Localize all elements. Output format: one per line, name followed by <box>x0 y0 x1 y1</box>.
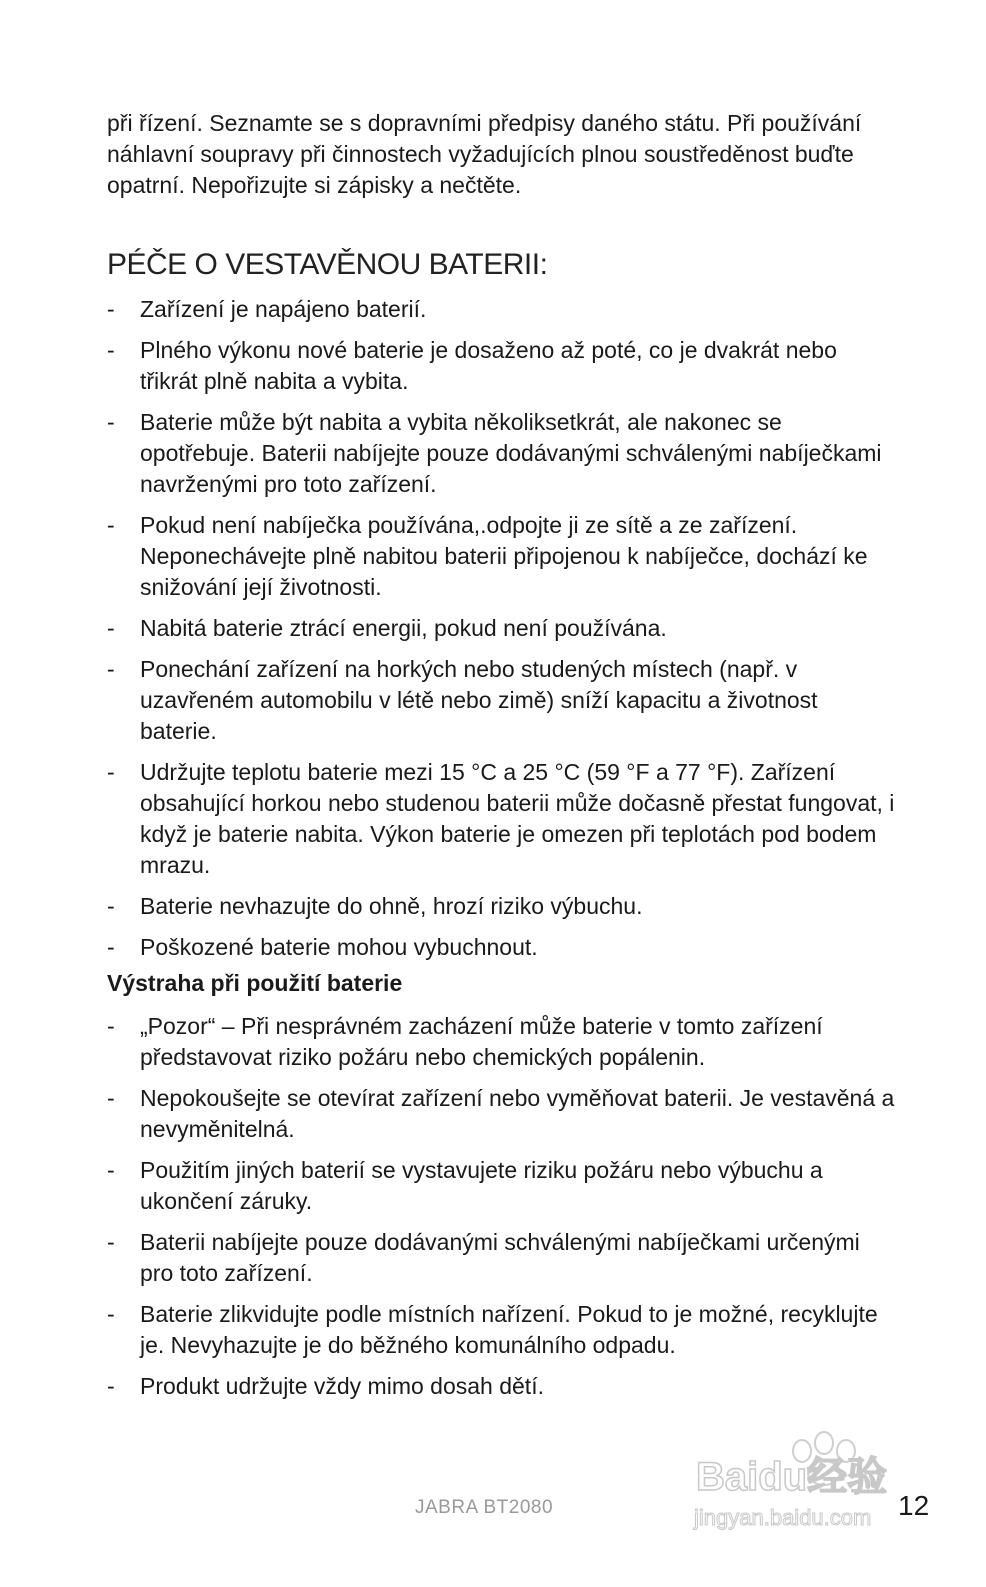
bullet-dash: - <box>107 296 115 322</box>
list-item-text: Ponechání zařízení na horkých nebo studených místech (např. v uzavřeném automobilu v létě nebo zimě) sníží kapacitu a životnost baterie. <box>140 656 818 744</box>
bullet-dash: - <box>107 1013 115 1039</box>
page-number: 12 <box>898 1490 930 1521</box>
list-item <box>107 1083 897 1145</box>
list-item-text: Udržujte teplotu baterie mezi 15 °C a 25 °C (59 °F a 77 °F). Zařízení obsahující horkou nebo studenou baterii může dočasně přestat fungovat, i když je baterie nabita. Výkon baterie je omezen při teplotách pod bodem mrazu. <box>140 759 895 878</box>
list-item <box>107 1371 897 1402</box>
warning-heading: Výstraha při použití baterie <box>107 970 403 996</box>
list-item <box>107 654 897 747</box>
list-item <box>107 407 897 500</box>
list-item <box>107 757 897 881</box>
list-item <box>107 932 897 963</box>
list-item-text: Produkt udržujte vždy mimo dosah dětí. <box>140 1373 544 1399</box>
watermark-url-text: jingyan.baidu.com <box>694 1505 872 1530</box>
baidu-watermark <box>690 1425 920 1535</box>
battery-care-list <box>107 294 897 973</box>
bullet-dash: - <box>107 934 115 960</box>
bullet-dash: - <box>107 409 115 435</box>
list-item <box>107 1227 897 1289</box>
list-item <box>107 510 897 603</box>
list-item <box>107 335 897 397</box>
paw-toe-2 <box>815 1432 833 1454</box>
list-item-text: „Pozor“ – Při nesprávném zacházení může baterie v tomto zařízení představovat riziko požáru nebo chemických popálenin. <box>140 1013 823 1070</box>
bullet-dash: - <box>107 615 115 641</box>
list-item-text: Použitím jiných baterií se vystavujete riziku požáru nebo výbuchu a ukončení záruky. <box>140 1157 823 1214</box>
list-item <box>107 891 897 922</box>
bullet-dash: - <box>107 759 115 785</box>
list-item <box>107 613 897 644</box>
bullet-dash: - <box>107 337 115 363</box>
watermark-logo-text: Baidu经验 <box>696 1455 888 1499</box>
list-item-text: Baterie může být nabita a vybita několiksetkrát, ale nakonec se opotřebuje. Baterii nabíjejte pouze dodávanými schválenými nabíječkami navrženými pro toto zařízení. <box>140 409 882 497</box>
list-item-text: Baterie nevhazujte do ohně, hrozí riziko výbuchu. <box>140 893 643 919</box>
list-item-text: Nabitá baterie ztrácí energii, pokud není používána. <box>140 615 667 641</box>
bullet-dash: - <box>107 1229 115 1255</box>
bullet-dash: - <box>107 893 115 919</box>
bullet-dash: - <box>107 1301 115 1327</box>
list-item-text: Nepokoušejte se otevírat zařízení nebo vyměňovat baterii. Je vestavěná a nevyměnitelná. <box>140 1085 895 1142</box>
intro-paragraph: při řízení. Seznamte se s dopravními předpisy daného státu. Při používání náhlavní soupravy při činnostech vyžadujících plnou soustředěnost buďte opatrní. Nepořizujte si zápisky a nečtěte. <box>107 110 862 198</box>
footer-brand: JABRA BT2080 <box>415 1497 554 1518</box>
list-item-text: Baterii nabíjejte pouze dodávanými schválenými nabíječkami určenými pro toto zařízení. <box>140 1229 860 1286</box>
list-item-text: Zařízení je napájeno baterií. <box>140 296 427 322</box>
bullet-dash: - <box>107 1085 115 1111</box>
bullet-dash: - <box>107 656 115 682</box>
list-item <box>107 294 897 325</box>
list-item-text: Poškozené baterie mohou vybuchnout. <box>140 934 538 960</box>
list-item-text: Baterie zlikvidujte podle místních nařízení. Pokud to je možné, recyklujte je. Nevyhazujte je do běžného komunálního odpadu. <box>140 1301 878 1358</box>
battery-warning-list <box>107 1011 897 1412</box>
list-item <box>107 1011 897 1073</box>
bullet-dash: - <box>107 512 115 538</box>
list-item <box>107 1155 897 1217</box>
bullet-dash: - <box>107 1373 115 1399</box>
section-title: PÉČE O VESTAVĚNOU BATERII: <box>107 248 548 281</box>
list-item <box>107 1299 897 1361</box>
list-item-text: Plného výkonu nové baterie je dosaženo až poté, co je dvakrát nebo třikrát plně nabita a vybita. <box>140 337 837 394</box>
bullet-dash: - <box>107 1157 115 1183</box>
list-item-text: Pokud není nabíječka používána,.odpojte ji ze sítě a ze zařízení. Neponechávejte plně nabitou baterii připojenou k nabíječce, dochází ke snižování její životnosti. <box>140 512 868 600</box>
